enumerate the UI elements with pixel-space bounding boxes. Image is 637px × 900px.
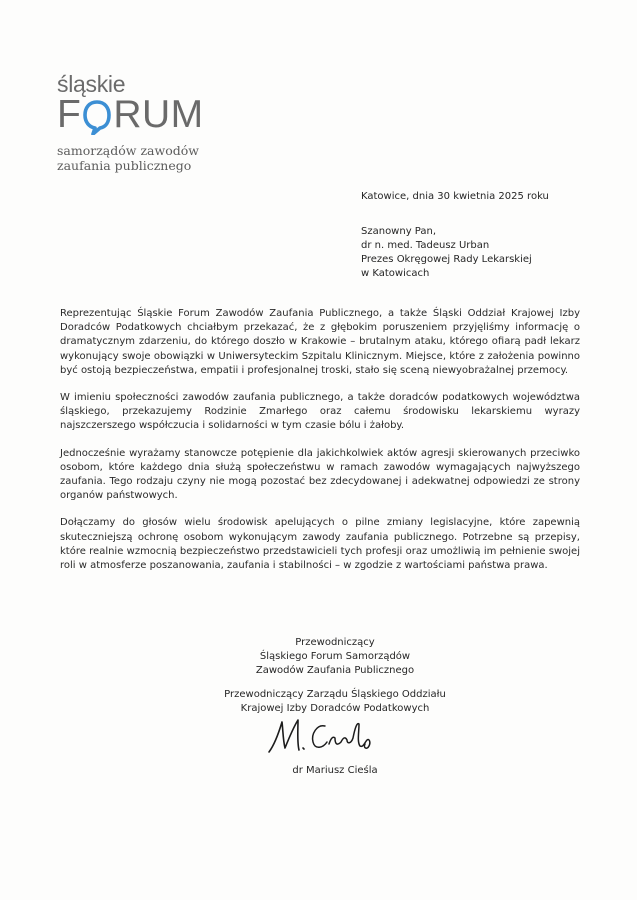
addressee-line: dr n. med. Tadeusz Urban	[361, 240, 490, 251]
letter-body	[60, 307, 580, 586]
handwritten-signature	[265, 714, 385, 759]
logo-line-slaskie: śląskie	[57, 71, 126, 97]
body-paragraph: Reprezentując Śląskie Forum Zawodów Zaufania Publicznego, a także Śląski Oddział Krajowej Izby Doradców Podatkowych chciałbym przekazać, że z głębokim poruszeniem przyjęliśmy informację o dramatycznym zdarzeniu, do którego doszło w Krakowie – brutalnym ataku, którego ofiarą padł lekarz wykonujący swoje obowiązki w Uniwersyteckim Szpitalu Klinicznym. Miejsce, które z założenia powinno być ostoją bezpieczeństwa, empatii i profesjonalnej troski, stało się sceną niewyobrażalnej przemocy.	[60, 308, 580, 376]
signature-title-line: Śląskiego Forum Samorządów	[259, 651, 411, 662]
logo-subtitle-2: zaufania publicznego	[57, 158, 192, 173]
signature-title-line: Przewodniczący	[295, 637, 375, 648]
body-paragraph: Jednocześnie wyrażamy stanowcze potępienie dla jakichkolwiek aktów agresji skierowanych przeciwko osobom, które każdego dnia służą społeczeństwu w ramach zawodów wymagających najwyższego zaufania. Tego rodzaju czyny nie mogą pozostać bez zdecydowanej i adekwatnej odpowiedzi ze strony organów państwowych.	[60, 447, 580, 502]
organization-logo	[57, 73, 227, 173]
signatory-name: dr Mariusz Cieśla	[292, 765, 378, 776]
logo-forum-f: F	[57, 93, 82, 136]
signature-title-group-1	[150, 636, 520, 678]
addressee-line: Prezes Okręgowej Rady Lekarskiej	[361, 254, 532, 265]
addressee-line: Szanowny Pan,	[361, 226, 437, 237]
addressee-line: w Katowicach	[361, 268, 430, 279]
signature-block	[150, 636, 520, 726]
letter-date: Katowice, dnia 30 kwietnia 2025 roku	[361, 191, 549, 202]
body-paragraph: Dołączamy do głosów wielu środowisk apelujących o pilne zmiany legislacyjne, które zapewnią skuteczniejszą ochronę osobom wykonującym zawody zaufania publicznego. Potrzebne są przepisy, które realnie wzmocnią bezpieczeństwo przedstawicieli tych profesji oraz umożliwią im pełnienie swojej roli w atmosferze poszanowania, zaufania i stabilności – w zgodzie z wartościami państwa prawa.	[60, 517, 580, 572]
logo-forum-rum: RUM	[113, 93, 204, 136]
signature-title-group-2	[150, 688, 520, 716]
signature-title-line: Krajowej Izby Doradców Podatkowych	[240, 703, 430, 714]
logo-forum-word	[57, 95, 227, 135]
logo-subtitle-1: samorządów zawodów	[57, 143, 199, 158]
speech-bubble-icon	[82, 95, 112, 135]
body-paragraph: W imieniu społeczności zawodów zaufania publicznego, a także doradców podatkowych województwa śląskiego, przekazujemy Rodzinie Zmarłego oraz całemu środowisku lekarskiemu wyrazy najszczerszego współczucia i solidarności w tym czasie bólu i żałoby.	[60, 392, 580, 432]
signature-title-line: Przewodniczący Zarządu Śląskiego Oddziału	[224, 689, 446, 700]
addressee-block	[361, 225, 532, 281]
signature-title-line: Zawodów Zaufania Publicznego	[255, 665, 415, 676]
